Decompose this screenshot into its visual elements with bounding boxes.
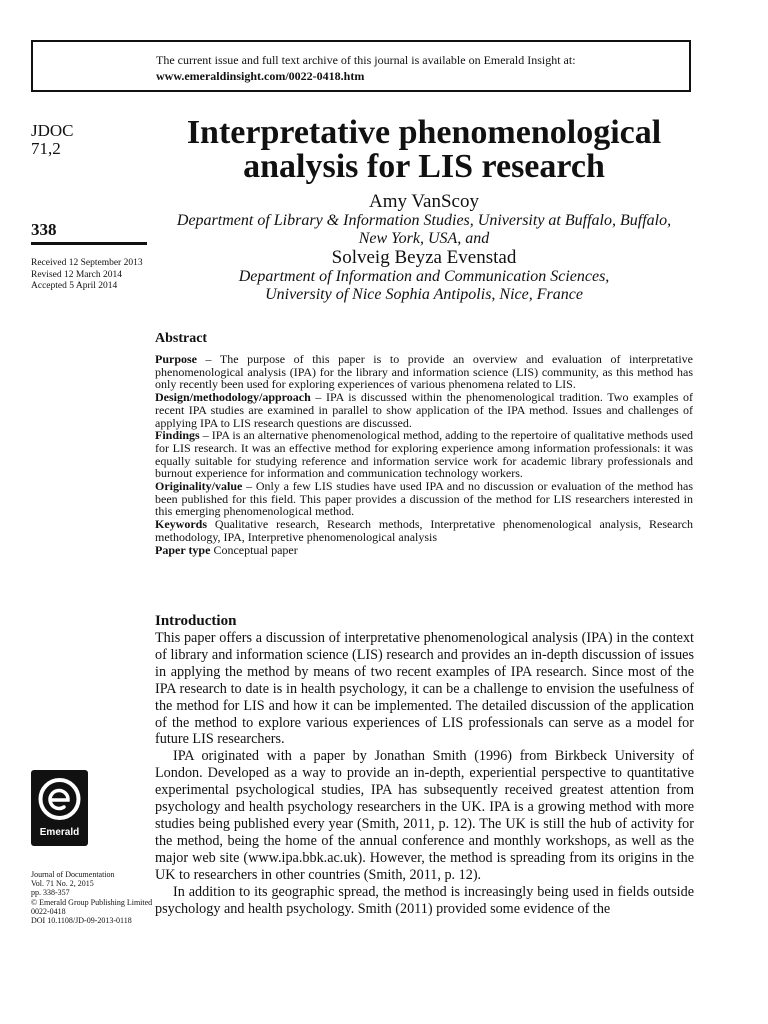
journal-code-label: JDOC — [31, 121, 74, 140]
submission-dates — [31, 258, 143, 293]
journal-name: Journal of Documentation — [31, 870, 115, 879]
author-block — [155, 192, 693, 304]
author-1: Amy VanScoy — [369, 191, 479, 212]
received-date: Received 12 September 2013 — [31, 258, 143, 268]
sidebar-divider — [31, 242, 147, 245]
design-text: – IPA is discussed within the phenomenological tradition. Two examples of recent IPA studies are examined in parallel to show application of the IPA method. Issues and challenges of applying IPA to LIS research questions are discussed. — [155, 390, 693, 430]
journal-code — [31, 122, 74, 158]
author-2: Solveig Beyza Evenstad — [331, 247, 517, 268]
emerald-e-icon — [31, 770, 88, 827]
design-label: Design/methodology/approach — [155, 390, 311, 405]
journal-info — [31, 870, 152, 925]
abstract-purpose — [155, 353, 693, 391]
title-line-1: Interpretative phenomenological — [186, 114, 662, 151]
abstract-originality — [155, 480, 693, 518]
paper-type-text: Conceptual paper — [210, 542, 298, 557]
findings-text: – IPA is an alternative phenomenological method, adding to the repertoire of qualitative methods used for LIS research. It was an effective method for exploring experience among information professionals: it was equally suitable for studying reference and information service work for academic library professionals and burnout experience for information and communication technology workers. — [155, 428, 693, 481]
keywords-text: Qualitative research, Research methods, Interpretative phenomenological analysis, Research methodology, IPA, Interpretive phenomenological analysis — [155, 517, 693, 544]
page-number: 338 — [31, 220, 57, 239]
paper-type-label: Paper type — [155, 542, 211, 557]
journal-archive-banner — [31, 40, 691, 92]
originality-text: – Only a few LIS studies have used IPA and no discussion or evaluation of the method has been published for this field. This paper provides a discussion of the method for LIS researchers interested in this emerging phenomenological method. — [155, 479, 693, 519]
journal-copyright: © Emerald Group Publishing Limited — [31, 897, 153, 907]
journal-doi: DOI 10.1108/JD-09-2013-0118 — [31, 916, 132, 926]
purpose-label: Purpose — [155, 352, 197, 366]
keywords-label: Keywords — [155, 517, 207, 532]
abstract-findings — [155, 429, 693, 480]
abstract-heading: Abstract — [155, 331, 208, 346]
banner-text: The current issue and full text archive of this journal is available on Emerald Insight at: — [156, 53, 576, 67]
findings-label: Findings — [155, 428, 200, 443]
abstract-design — [155, 391, 693, 429]
originality-label: Originality/value — [155, 479, 243, 494]
emerald-logo — [31, 770, 88, 846]
introduction-paragraph-1: This paper offers a discussion of interpretative phenomenological analysis (IPA) in the context of library and information science (LIS) research and provides an in-depth discussion of issues in applying the method by means of two recent examples of IPA research. Since most of the IPA research to date is in health psychology, it can be a challenge to envision the usefulness of the method for LIS and how it can be implemented. The detailed discussion of the application of the method to explore various experiences of LIS professionals can serve as a model for future LIS researchers. — [155, 630, 694, 748]
introduction-heading: Introduction — [155, 613, 237, 629]
accepted-date: Accepted 5 April 2014 — [31, 281, 118, 291]
revised-date: Revised 12 March 2014 — [31, 269, 123, 280]
banner-url[interactable]: www.emeraldinsight.com/0022-0418.htm — [156, 69, 365, 83]
abstract-paper-type — [155, 544, 693, 557]
author-1-affiliation-line-1: Department of Library & Information Studies, University at Buffalo, Buffalo, — [176, 212, 672, 229]
abstract-section — [155, 331, 693, 556]
journal-issn: 0022-0418 — [31, 906, 66, 916]
author-2-affiliation-line-2: University of Nice Sophia Antipolis, Nice, France — [265, 286, 583, 303]
purpose-text: – The purpose of this paper is to provide an overview and evaluation of interpretative phenomenological analysis (IPA) for the library and information science (LIS) community, as this method has only recently been used for exploring experiences of various phenomena related to LIS. — [155, 352, 693, 392]
article-title — [155, 116, 693, 184]
abstract-keywords — [155, 518, 693, 543]
introduction-paragraph-3: In addition to its geographic spread, the method is increasingly being used in fields outside psychology and health psychology. Smith (2011) provided some evidence of the — [155, 883, 694, 917]
journal-vol-issue: Vol. 71 No. 2, 2015 — [31, 879, 94, 889]
introduction-paragraph-2: IPA originated with a paper by Jonathan Smith (1996) from Birkbeck University of London. Developed as a way to provide an in-depth, experiential perspective to quantitative experimental psychological studies, IPA has subsequently received greatest attention from psychology and health psychology researchers in the UK. IPA is a growing method with more studies being published every year (Smith, 2011, p. 12). The UK is still the hub of activity for the method, being the home of the annual conference and monthly workshops, as well as the major web site (www.ipa.bbk.ac.uk). However, the method is spreading from its origins in the UK to researchers in other countries (Smith, 2011, p. 12). — [155, 748, 694, 883]
author-1-affiliation-line-2: New York, USA, and — [358, 230, 490, 247]
emerald-logo-text: Emerald — [39, 827, 80, 838]
journal-volume: 71,2 — [31, 139, 61, 158]
journal-pages: pp. 338-357 — [31, 888, 70, 898]
title-line-2: analysis for LIS research — [243, 148, 605, 185]
author-2-affiliation-line-1: Department of Information and Communication Sciences, — [238, 268, 610, 285]
introduction-section — [155, 613, 694, 917]
